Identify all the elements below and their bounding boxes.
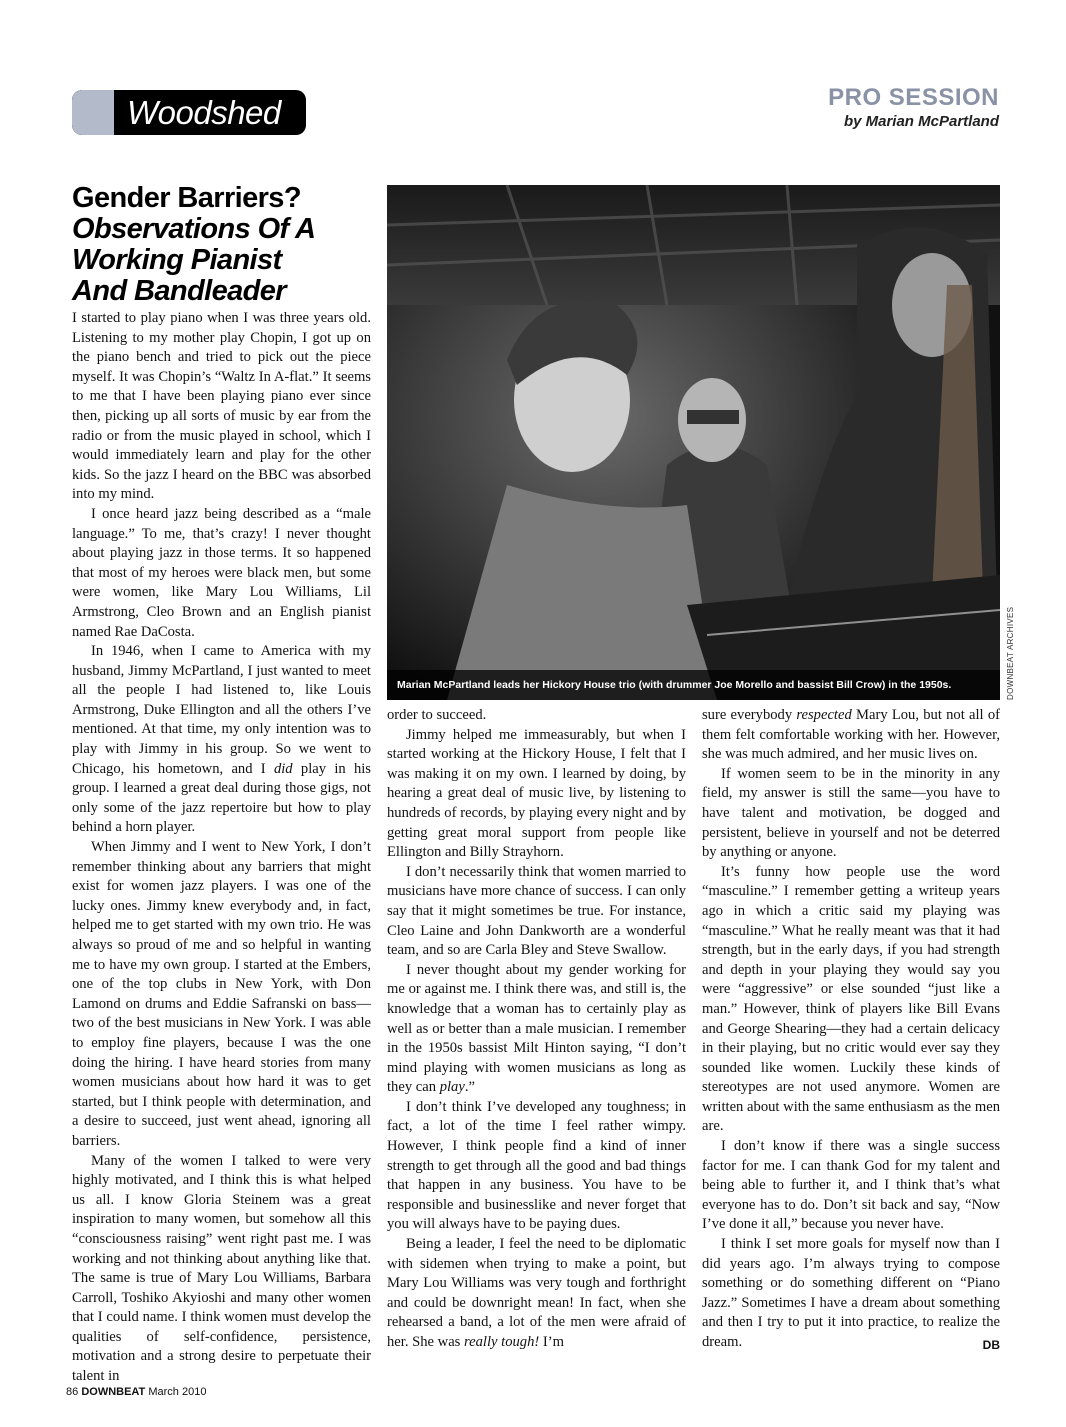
magazine-name: DOWNBEAT	[81, 1386, 146, 1398]
column-2	[387, 706, 686, 1353]
paragraph: Being a leader, I feel the need to be diplomatic with sidemen when trying to make a point, but Mary Lou Williams was very tough and forthright and could be downright mean! In fact, when she rehearsed a band, a lot of the men were afraid of her. She was really tough! I’m	[387, 1236, 686, 1350]
headline-line-2: Observations Of A	[72, 213, 316, 245]
series-header	[828, 84, 999, 132]
article-headline	[72, 183, 372, 307]
photo-credit: DOWNBEAT ARCHIVES	[1006, 606, 1015, 700]
paragraph: I started to play piano when I was three years old. Listening to my mother play Chopin, I got up on the piano bench and tried to pick out the piece myself. It was Chopin’s “Waltz In A-flat.” It seems to me that I have been playing piano ever since then, picking up all sorts of music by ear from the radio or from the music played in school, which I would immediately learn and play for the other kids. So the jazz I heard on the BBC was absorbed into my mind.	[72, 310, 371, 503]
paragraph: I once heard jazz being described as a “male language.” To me, that’s crazy! I never thought about playing jazz in those terms. It so happened that most of my heroes were black men, but some were women, like Mary Lou Williams, Lil Armstrong, Cleo Brown and an English pianist named Rae DaCosta.	[72, 505, 371, 640]
byline: by Marian McPartland	[843, 113, 999, 130]
paragraph: When Jimmy and I went to New York, I don’t remember thinking about any barriers that might exist for women jazz players. I was one of the lucky ones. Jimmy knew everybody and, in fact, helped me to get started with my own trio. He was always so proud of me and so helpful in wanting me to have my own group. I started at the Embers, one of the top clubs in New York, with Don Lamond on drums and Eddie Safranski on bass—two of the best musicians in New York. I was able to employ fine players, because I was the one doing the hiring. I have heard stories from many women musicians about how hard it was to get started, but I think people with determination, and a desire to succeed, just went ahead, ignoring all barriers.	[72, 839, 371, 1149]
paragraph: I never thought about my gender working for me or against me. I think there was, and still is, the knowledge that a woman has to certainly play as well as or better than a male musician. I remember in the 1950s bassist Milt Hinton saying, “I don’t mind playing with women musicians as long as they can play.”	[387, 961, 686, 1096]
headline-line-3: Working Pianist	[72, 244, 282, 276]
paragraph: I don’t think I’ve developed any toughness; in fact, a lot of the time I feel rather wimpy. However, I think people find a kind of inner strength to get through all the good and bad things that happen in any business. You have to be responsible and businesslike and never forget that you will always have to be paying dues.	[387, 1098, 686, 1233]
paragraph: I think I set more goals for myself now than I did years ago. I’m always trying to compose something or do something different on “Piano Jazz.” Sometimes I have a dream about something and then I try to put it into practice, to realize the dream. DB	[702, 1235, 1000, 1353]
photo-illustration	[387, 185, 1000, 700]
series-title: PRO SESSION	[828, 84, 999, 111]
paragraph: It’s funny how people use the word “masculine.” I remember getting a writeup years ago in which a critic said my playing was “masculine.” What he really meant was that it had strength, but in the early days, if you had strength and depth in your playing they would say you were “aggressive” or else sounded “just like a man.” However, think of players like Bill Evans and George Shearing—they had a certain delicacy in their playing, but no critic would ever say they sounded like women. Luckily these kinds of stereotypes are not used anymore. Women are written about with the same enthusiasm as the men are.	[702, 863, 1000, 1135]
column-3	[702, 706, 1000, 1356]
paragraph: sure everybody respected Mary Lou, but not all of them felt comfortable working with her. However, she was much admired, and her music lives on.	[702, 707, 1000, 763]
tab-swatch	[72, 90, 114, 135]
photo-caption: Marian McPartland leads her Hickory House trio (with drummer Joe Morello and bassist Bill Crow) in the 1950s.	[387, 670, 1000, 700]
paragraph: Jimmy helped me immeasurably, but when I started working at the Hickory House, I felt that I was making it on my own. I learned by doing, by hearing a great deal of music live, by listening to hundreds of records, by playing every night and by getting great moral support from people like Ellington and Billy Strayhorn.	[387, 726, 686, 861]
end-mark: DB	[982, 1338, 1000, 1352]
issue-date: March 2010	[148, 1386, 207, 1398]
paragraph: order to succeed.	[387, 707, 487, 723]
section-label: Woodshed	[127, 94, 281, 131]
paragraph: In 1946, when I came to America with my husband, Jimmy McPartland, I just wanted to meet all the people I had listened to, like Louis Armstrong, Duke Ellington and all the others I’ve mentioned. At that time, my only intention was to play with Jimmy in his group. So we went to Chicago, his hometown, and I did play in his group. I learned a great deal during those gigs, not only some of the jazz repertoire but how to play behind a horn player.	[72, 643, 371, 836]
article-photo	[387, 185, 1000, 700]
section-tab	[72, 90, 306, 135]
column-1	[72, 309, 371, 1387]
paragraph: I don’t necessarily think that women married to musicians have more chance of success. I can only say that it might sometimes be true. For instance, Cleo Laine and John Dankworth are a wonderful team, and so are Carla Bley and Steve Swallow.	[387, 863, 686, 959]
headline-line-4: And Bandleader	[72, 275, 286, 307]
paragraph: If women seem to be in the minority in any field, my answer is still the same—you have to have talent and motivation, be dogged and persistent, believe in yourself and not be deterred by anything or anyone.	[702, 765, 1000, 861]
page-footer	[66, 1386, 206, 1398]
paragraph: Many of the women I talked to were very highly motivated, and I think this is what helped us all. I know Gloria Steinem was a great inspiration to many women, but somehow all this “consciousness raising” went right past me. I was working and not thinking about anything like that. The same is true of Mary Lou Williams, Barbara Carroll, Toshiko Akyioshi and many other women that I could name. I think women must develop the qualities of self-confidence, persistence, motivation and a strong desire to perpetuate their talent in	[72, 1152, 371, 1385]
paragraph: I don’t know if there was a single success factor for me. I can thank God for my talent and being able to further it, and I think that’s what everyone has to do. Don’t sit back and say, “Now I’ve done it all,” because you never have.	[702, 1138, 1000, 1233]
page-number: 86	[66, 1386, 79, 1398]
headline-line-1: Gender Barriers?	[72, 182, 301, 214]
